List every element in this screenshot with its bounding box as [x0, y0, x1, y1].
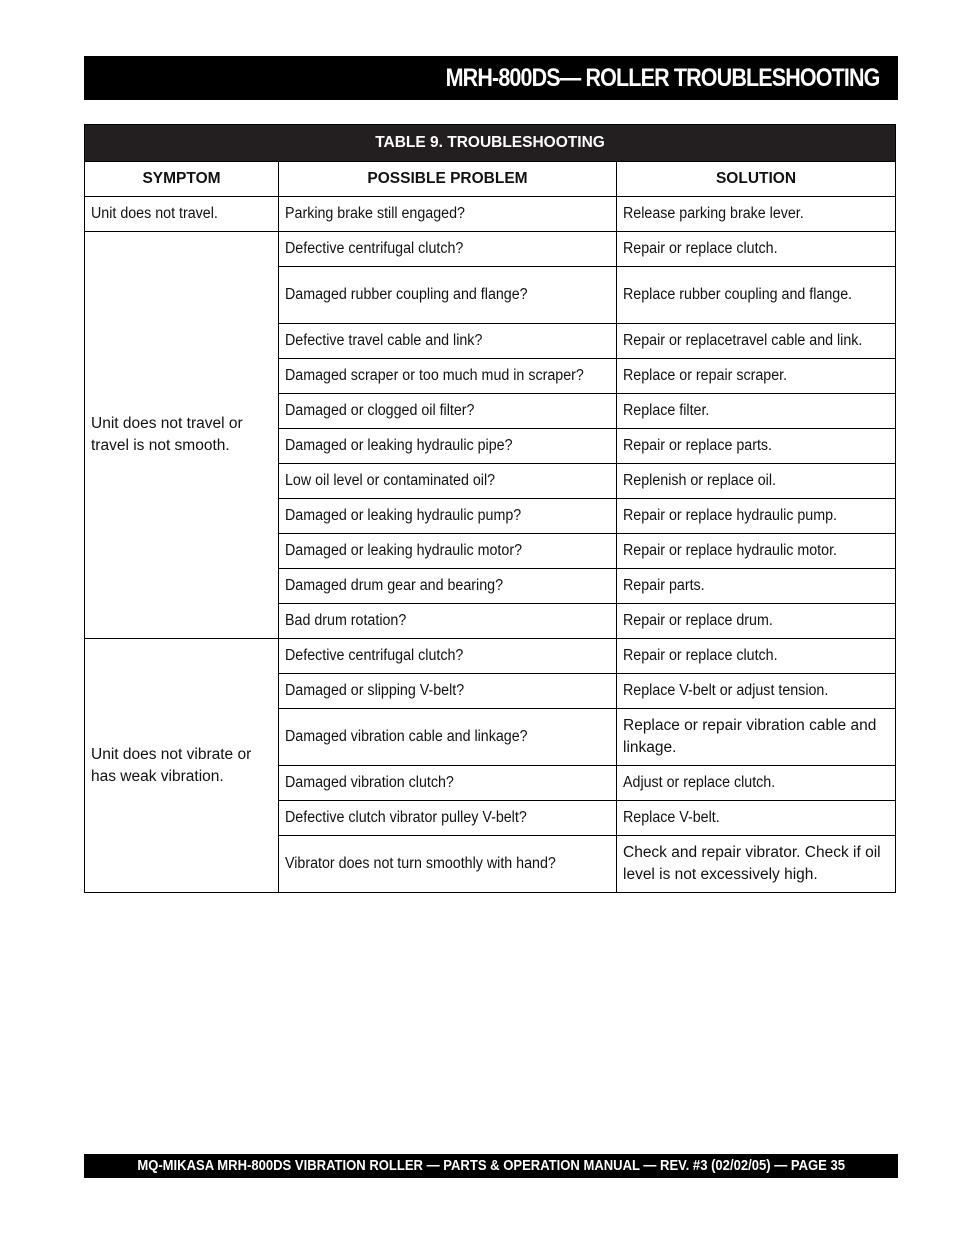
- problem-text: Defective centrifugal clutch?: [285, 647, 464, 664]
- solution-text: Replace V-belt.: [623, 809, 720, 826]
- solution-text: Replace or repair vibration cable and linkage.: [623, 717, 877, 756]
- problem-text: Damaged vibration clutch?: [285, 774, 454, 791]
- solution-cell: [617, 499, 896, 534]
- problem-text: Damaged vibration cable and linkage?: [285, 728, 528, 745]
- solution-cell: [617, 674, 896, 709]
- problem-text: Damaged or leaking hydraulic pipe?: [285, 437, 513, 454]
- solution-cell: [617, 232, 896, 267]
- footer-text: MQ-MIKASA MRH-800DS VIBRATION ROLLER — PARTS & OPERATION MANUAL — REV. #3 (02/02/05) — PAGE 35: [137, 1158, 845, 1174]
- symptom-cell: [85, 232, 279, 639]
- problem-cell: [279, 639, 617, 674]
- solution-text: Repair parts.: [623, 577, 705, 594]
- page-title: MRH-800DS— ROLLER TROUBLESHOOTING: [446, 63, 880, 92]
- problem-cell: [279, 267, 617, 324]
- solution-text: Replenish or replace oil.: [623, 472, 776, 489]
- problem-cell: [279, 197, 617, 232]
- problem-text: Damaged drum gear and bearing?: [285, 577, 504, 594]
- solution-cell: [617, 836, 896, 893]
- solution-text: Repair or replace hydraulic motor.: [623, 542, 838, 559]
- problem-text: Damaged or leaking hydraulic pump?: [285, 507, 522, 524]
- solution-text: Repair or replace parts.: [623, 437, 773, 454]
- problem-text: Defective clutch vibrator pulley V-belt?: [285, 809, 527, 826]
- page-footer: [84, 1154, 898, 1178]
- problem-text: Damaged or leaking hydraulic motor?: [285, 542, 523, 559]
- problem-cell: [279, 534, 617, 569]
- solution-cell: [617, 639, 896, 674]
- solution-text: Repair or replace clutch.: [623, 240, 778, 257]
- problem-text: Defective travel cable and link?: [285, 332, 483, 349]
- solution-text: Repair or replace hydraulic pump.: [623, 507, 838, 524]
- solution-cell: [617, 464, 896, 499]
- problem-text: Defective centrifugal clutch?: [285, 240, 464, 257]
- problem-cell: [279, 394, 617, 429]
- table-row: [85, 639, 896, 674]
- table-row: [85, 197, 896, 232]
- symptom-cell: [85, 197, 279, 232]
- solution-text: Repair or replacetravel cable and link.: [623, 332, 863, 349]
- solution-cell: [617, 604, 896, 639]
- symptom-text: Unit does not travel or travel is not smooth.: [91, 415, 243, 454]
- solution-text: Replace rubber coupling and flange.: [623, 286, 853, 303]
- problem-cell: [279, 709, 617, 766]
- solution-cell: [617, 801, 896, 836]
- header-possible-problem: POSSIBLE PROBLEM: [279, 162, 617, 197]
- problem-cell: [279, 674, 617, 709]
- problem-text: Parking brake still engaged?: [285, 205, 465, 222]
- header-solution: SOLUTION: [617, 162, 896, 197]
- problem-text: Low oil level or contaminated oil?: [285, 472, 496, 489]
- problem-cell: [279, 604, 617, 639]
- solution-text: Repair or replace clutch.: [623, 647, 778, 664]
- problem-cell: [279, 499, 617, 534]
- problem-text: Damaged or slipping V-belt?: [285, 682, 465, 699]
- header-symptom: SYMPTOM: [85, 162, 279, 197]
- solution-cell: [617, 197, 896, 232]
- problem-text: Damaged scraper or too much mud in scraper?: [285, 367, 584, 384]
- solution-cell: [617, 534, 896, 569]
- solution-cell: [617, 709, 896, 766]
- page-title-bar: [84, 56, 898, 100]
- problem-text: Bad drum rotation?: [285, 612, 407, 629]
- solution-cell: [617, 429, 896, 464]
- solution-text: Replace filter.: [623, 402, 710, 419]
- table-caption: TABLE 9. TROUBLESHOOTING: [85, 125, 896, 162]
- problem-cell: [279, 569, 617, 604]
- solution-text: Replace V-belt or adjust tension.: [623, 682, 829, 699]
- solution-text: Check and repair vibrator. Check if oil level is not excessively high.: [623, 844, 881, 883]
- solution-text: Release parking brake lever.: [623, 205, 804, 222]
- problem-cell: [279, 324, 617, 359]
- solution-cell: [617, 359, 896, 394]
- problem-text: Vibrator does not turn smoothly with hand?: [285, 855, 556, 872]
- solution-text: Repair or replace drum.: [623, 612, 773, 629]
- problem-text: Damaged rubber coupling and flange?: [285, 286, 528, 303]
- problem-cell: [279, 429, 617, 464]
- problem-cell: [279, 766, 617, 801]
- solution-text: Replace or repair scraper.: [623, 367, 788, 384]
- problem-cell: [279, 232, 617, 267]
- symptom-text: Unit does not vibrate or has weak vibration.: [91, 745, 252, 785]
- problem-text: Damaged or clogged oil filter?: [285, 402, 475, 419]
- solution-cell: [617, 766, 896, 801]
- problem-cell: [279, 359, 617, 394]
- symptom-cell: [85, 639, 279, 893]
- problem-cell: [279, 836, 617, 893]
- solution-cell: [617, 267, 896, 324]
- solution-cell: [617, 569, 896, 604]
- solution-cell: [617, 394, 896, 429]
- solution-text: Adjust or replace clutch.: [623, 774, 776, 791]
- solution-cell: [617, 324, 896, 359]
- problem-cell: [279, 464, 617, 499]
- troubleshooting-table: [84, 124, 896, 893]
- symptom-text: Unit does not travel.: [91, 205, 218, 222]
- problem-cell: [279, 801, 617, 836]
- table-row: [85, 232, 896, 267]
